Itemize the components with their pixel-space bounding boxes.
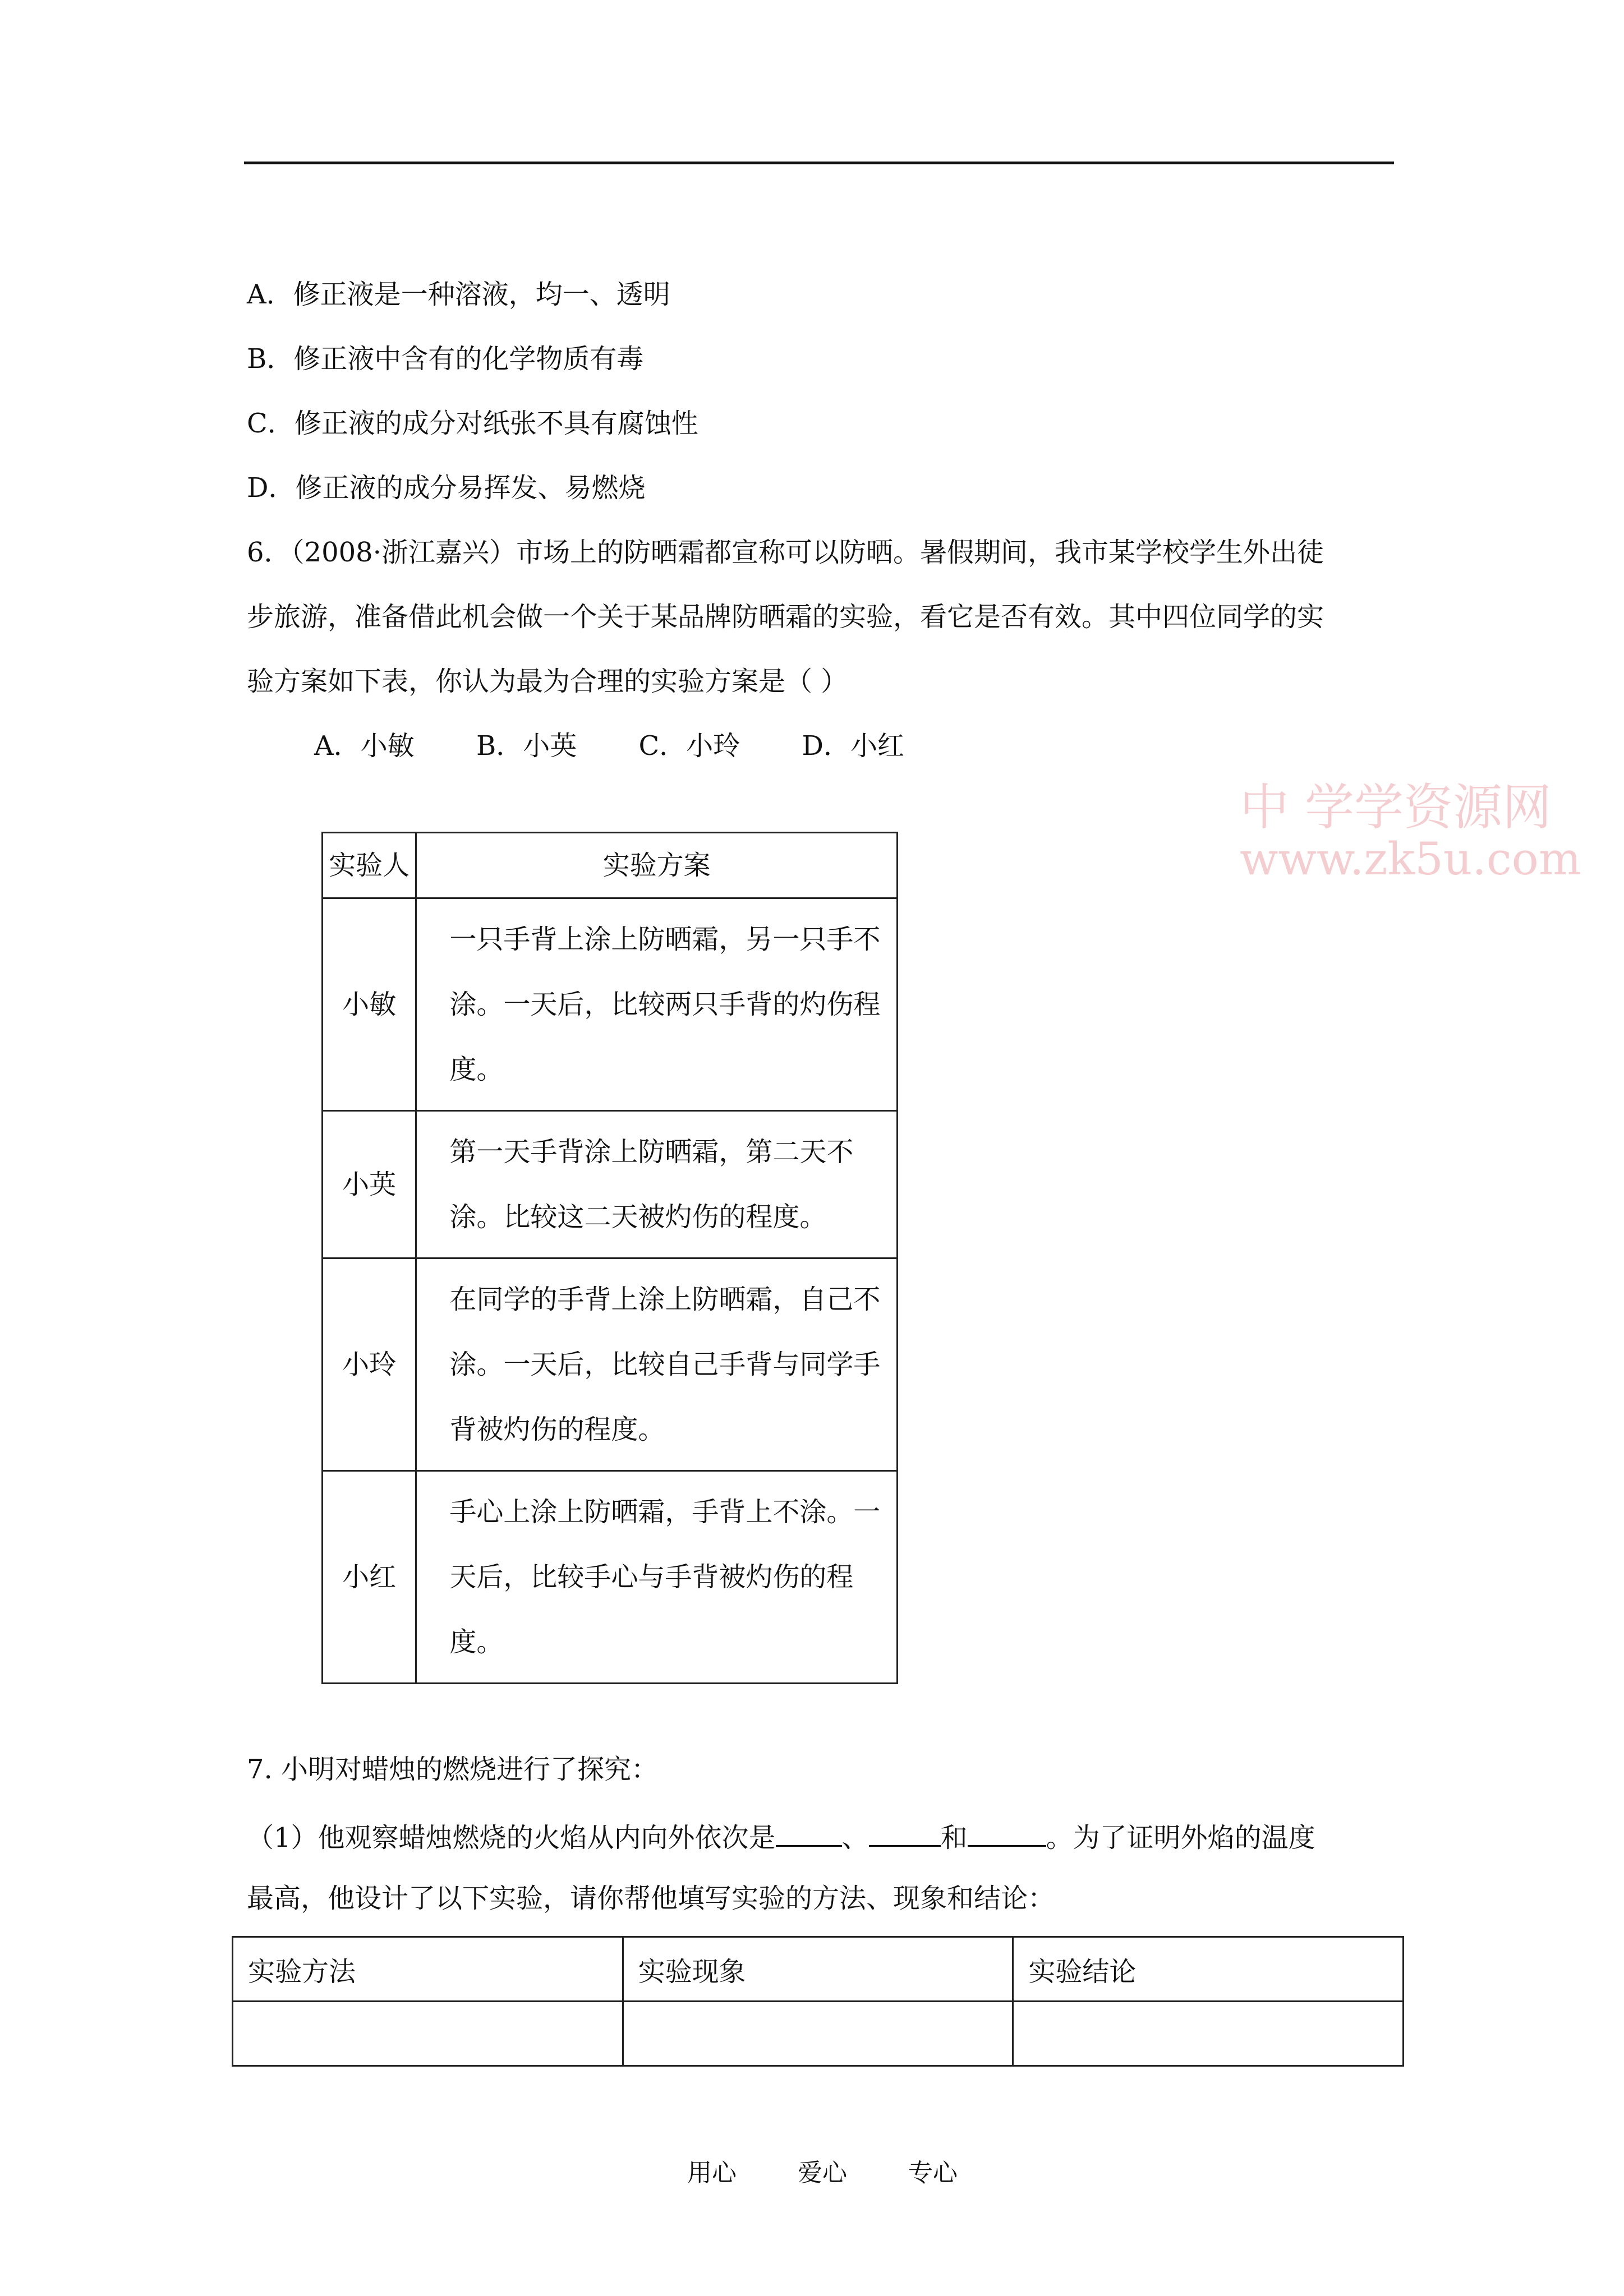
table-row (233, 2002, 1404, 2066)
q7-part1-line2: 最高，他设计了以下实验，请你帮他填写实验的方法、现象和结论： (247, 1883, 1055, 1914)
header-conclusion: 实验结论 (1013, 1937, 1404, 2002)
option-b: B．修正液中含有的化学物质有毒 (247, 343, 644, 375)
q7-sep-2: 和 (940, 1822, 968, 1854)
q7-part1-line1 (247, 1817, 1315, 1855)
choice-c: C．小玲 (638, 730, 740, 762)
row-plan: 一只手背上涂上防晒霜，另一只手不涂。一天后，比较两只手背的灼伤程度。 (416, 898, 898, 1111)
table-header-row (233, 1937, 1404, 2002)
table-row (323, 898, 898, 1111)
row-plan: 手心上涂上防晒霜，手背上不涂。一天后，比较手心与手背被灼伤的程度。 (416, 1471, 898, 1684)
option-d: D．修正液的成分易挥发、易燃烧 (247, 472, 646, 504)
choice-a: A．小敏 (314, 730, 415, 762)
header-rule (244, 162, 1394, 164)
footer-item: 爱心 (798, 2159, 847, 2187)
table-header-row (323, 833, 898, 898)
option-c: C．修正液的成分对纸张不具有腐蚀性 (247, 408, 698, 439)
q7-title: 7. 小明对蜡烛的燃烧进行了探究： (247, 1754, 659, 1785)
row-plan: 第一天手背涂上防晒霜，第二天不涂。比较这二天被灼伤的程度。 (416, 1111, 898, 1258)
q7-sep-1: 、 (841, 1822, 869, 1854)
header-phenomenon: 实验现象 (623, 1937, 1013, 2002)
footer-item: 专心 (908, 2159, 958, 2187)
row-person: 小红 (323, 1471, 416, 1684)
watermark-url: www.zk5u.com (1240, 833, 1581, 885)
row-person: 小敏 (323, 898, 416, 1111)
q7-part1-text-a: （1）他观察蜡烛燃烧的火焰从内向外依次是 (247, 1822, 776, 1854)
answer-method-cell (233, 2002, 623, 2066)
page-footer (687, 2152, 1011, 2188)
experiment-record-table (232, 1936, 1404, 2067)
answer-phenomenon-cell (623, 2002, 1013, 2066)
q7-part1-text-b: 。为了证明外焰的温度 (1046, 1822, 1315, 1854)
answer-conclusion-cell (1013, 2002, 1404, 2066)
row-plan: 在同学的手背上涂上防晒霜，自己不涂。一天后，比较自己手背与同学手背被灼伤的程度。 (416, 1258, 898, 1471)
row-person: 小英 (323, 1111, 416, 1258)
blank-1 (776, 1817, 842, 1847)
blank-3 (968, 1817, 1046, 1847)
q6-line-3: 验方案如下表，你认为最为合理的实验方案是（ ） (247, 666, 848, 697)
table-row (323, 1471, 898, 1684)
footer-item: 用心 (687, 2159, 737, 2187)
blank-2 (869, 1817, 941, 1847)
q6-line-1: 6．（2008·浙江嘉兴）市场上的防晒霜都宣称可以防晒。暑假期间，我市某学校学生外出徒 (247, 537, 1324, 568)
row-person: 小玲 (323, 1258, 416, 1471)
q6-choices (314, 729, 958, 763)
q6-line-2: 步旅游，准备借此机会做一个关于某品牌防晒霜的实验，看它是否有效。其中四位同学的实 (247, 601, 1324, 633)
watermark-title: 中 学学资源网 (1240, 778, 1552, 836)
option-a: A．修正液是一种溶液，均一、透明 (247, 279, 670, 310)
experiment-plan-table (321, 832, 898, 1684)
choice-d: D．小红 (802, 730, 904, 762)
table-row (323, 1111, 898, 1258)
header-plan: 实验方案 (416, 833, 898, 898)
table-row (323, 1258, 898, 1471)
header-method: 实验方法 (233, 1937, 623, 2002)
choice-b: B．小英 (476, 730, 577, 762)
header-person: 实验人 (323, 833, 416, 898)
